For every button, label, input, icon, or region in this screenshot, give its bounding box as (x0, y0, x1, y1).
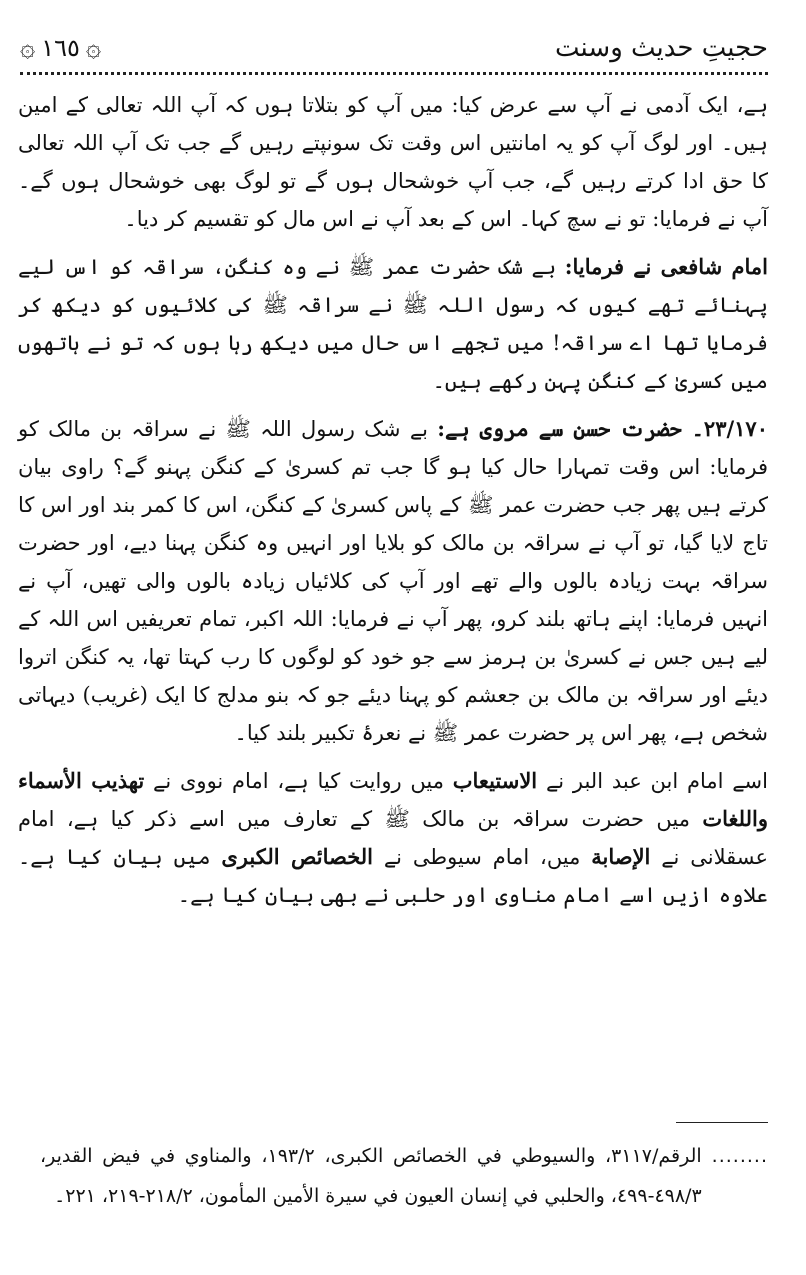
book-title: حجیتِ حدیث وسنت (555, 33, 768, 63)
hadith-number-lead: ٢٣/١٧٠۔ حضرت حسن سے مروی ہے: (437, 416, 768, 441)
source-book-title: الاستیعاب (452, 768, 538, 793)
main-text (18, 86, 768, 924)
source-text: میں حضرت سراقہ بن مالک ﷺ کے تعارف میں اسے ذکر کیا ہے، امام عسقلانی نے (18, 807, 768, 869)
footnote-marker: ........ (711, 1145, 768, 1167)
paragraph-1 (18, 86, 768, 238)
source-text: میں روایت کیا ہے، امام نووی نے (144, 769, 453, 793)
page-header (20, 26, 768, 70)
page-number: ١٦٥ (41, 34, 80, 62)
paragraph-text: ہے، ایک آدمی نے آپ سے عرض کیا: میں آپ کو بتلاتا ہوں کہ آپ اللہ تعالی کے امین ہیں۔ اور لوگ آپ کو یہ امانتیں اس وقت تک سونپتے رہیں گے جب تک آپ اللہ تعالی کا حق ادا کرتے رہیں گے، جب آپ خوشحال ہوں گے تو لوگ بھی خوشحال ہوں گے۔ آپ نے فرمایا: تو نے سچ کہا۔ اس کے بعد آپ نے اس مال کو تقسیم کر دیا۔ (18, 93, 768, 231)
paragraph-2 (18, 248, 768, 400)
ornament-left-icon: ۞ (20, 33, 36, 63)
ornament-right-icon: ۞ (85, 33, 102, 63)
source-text: میں بیان کیا ہے۔ علاوہ ازیں اسے امام مناوی اور حلبی نے بھی بیان کیا ہے۔ (18, 845, 768, 907)
source-text: میں، امام سیوطی نے (373, 845, 592, 869)
source-book-title: الخصائص الكبرى (221, 844, 374, 869)
paragraph-4-sources (18, 762, 768, 914)
paragraph-lead: امام شافعی نے فرمایا: (564, 254, 768, 279)
paragraph-text: بے شک حضرت عمر ﷺ نے وہ کنگن، سراقہ کو اس لیے پہنائے تھے کیوں کہ رسول اللہ ﷺ نے سراقہ ﷺ کی کلائیوں کو دیکھ کر فرمایا تھا اے سراقہ! میں تجھے اس حال میں دیکھ رہا ہوں کہ تو نے ہاتھوں میں کسریٰ کے کنگن پہن رکھے ہیں۔ (18, 255, 768, 393)
footnote-divider (676, 1122, 768, 1123)
footnote (40, 1136, 768, 1216)
source-text: اسے امام ابن عبد البر نے (537, 769, 768, 793)
header-divider (20, 72, 768, 75)
source-book-title: تهذيب الأسماء واللغات (18, 768, 768, 831)
footnote-text: الرقم/٣١١٧، والسيوطي في الخصائص الكبرى، ١٩٣/٢، والمناوي في فيض القدير، ٤٩٨/٣-٤٩٩، والحلبي في إنسان العيون في سيرة الأمين المأمون، ٢١٨/٢-٢١٩، ٢٢١۔ (40, 1145, 702, 1207)
page-number-badge (20, 34, 101, 62)
source-book-title: الإصابة (591, 844, 651, 869)
paragraph-3-hadith (18, 410, 768, 752)
paragraph-text: بے شک رسول اللہ ﷺ نے سراقہ بن مالک کو فرمایا: اس وقت تمہارا حال کیا ہو گا جب تم کسریٰ کے کنگن پہنو گے؟ راوی بیان کرتے ہیں پھر جب حضرت عمر ﷺ کے پاس کسریٰ کے کنگن، اس کا کمر بند اور اس کا تاج لایا گیا، تو آپ نے سراقہ بن مالک کو بلایا اور انہیں وہ کنگن پہنا دیے، اور حضرت سراقہ بہت زیادہ بالوں والے تھے اور آپ کی کلائیاں زیادہ بالوں والی تھیں، آپ نے انہیں فرمایا: اپنے ہاتھ بلند کرو، پھر آپ نے فرمایا: اللہ اکبر، تمام تعریفیں اس اللہ کے لیے ہیں جس نے کسریٰ بن ہرمز سے جو خود کو لوگوں کا رب کہتا تھا، یہ کنگن اتروا دیئے اور سراقہ بن مالک بن جعشم کو پہنا دیئے جو کہ بنو مدلج کا ایک (غریب) دیہاتی شخص ہے، پھر اس پر حضرت عمر ﷺ نے نعرۂ تکبیر بلند کیا۔ (18, 417, 768, 745)
